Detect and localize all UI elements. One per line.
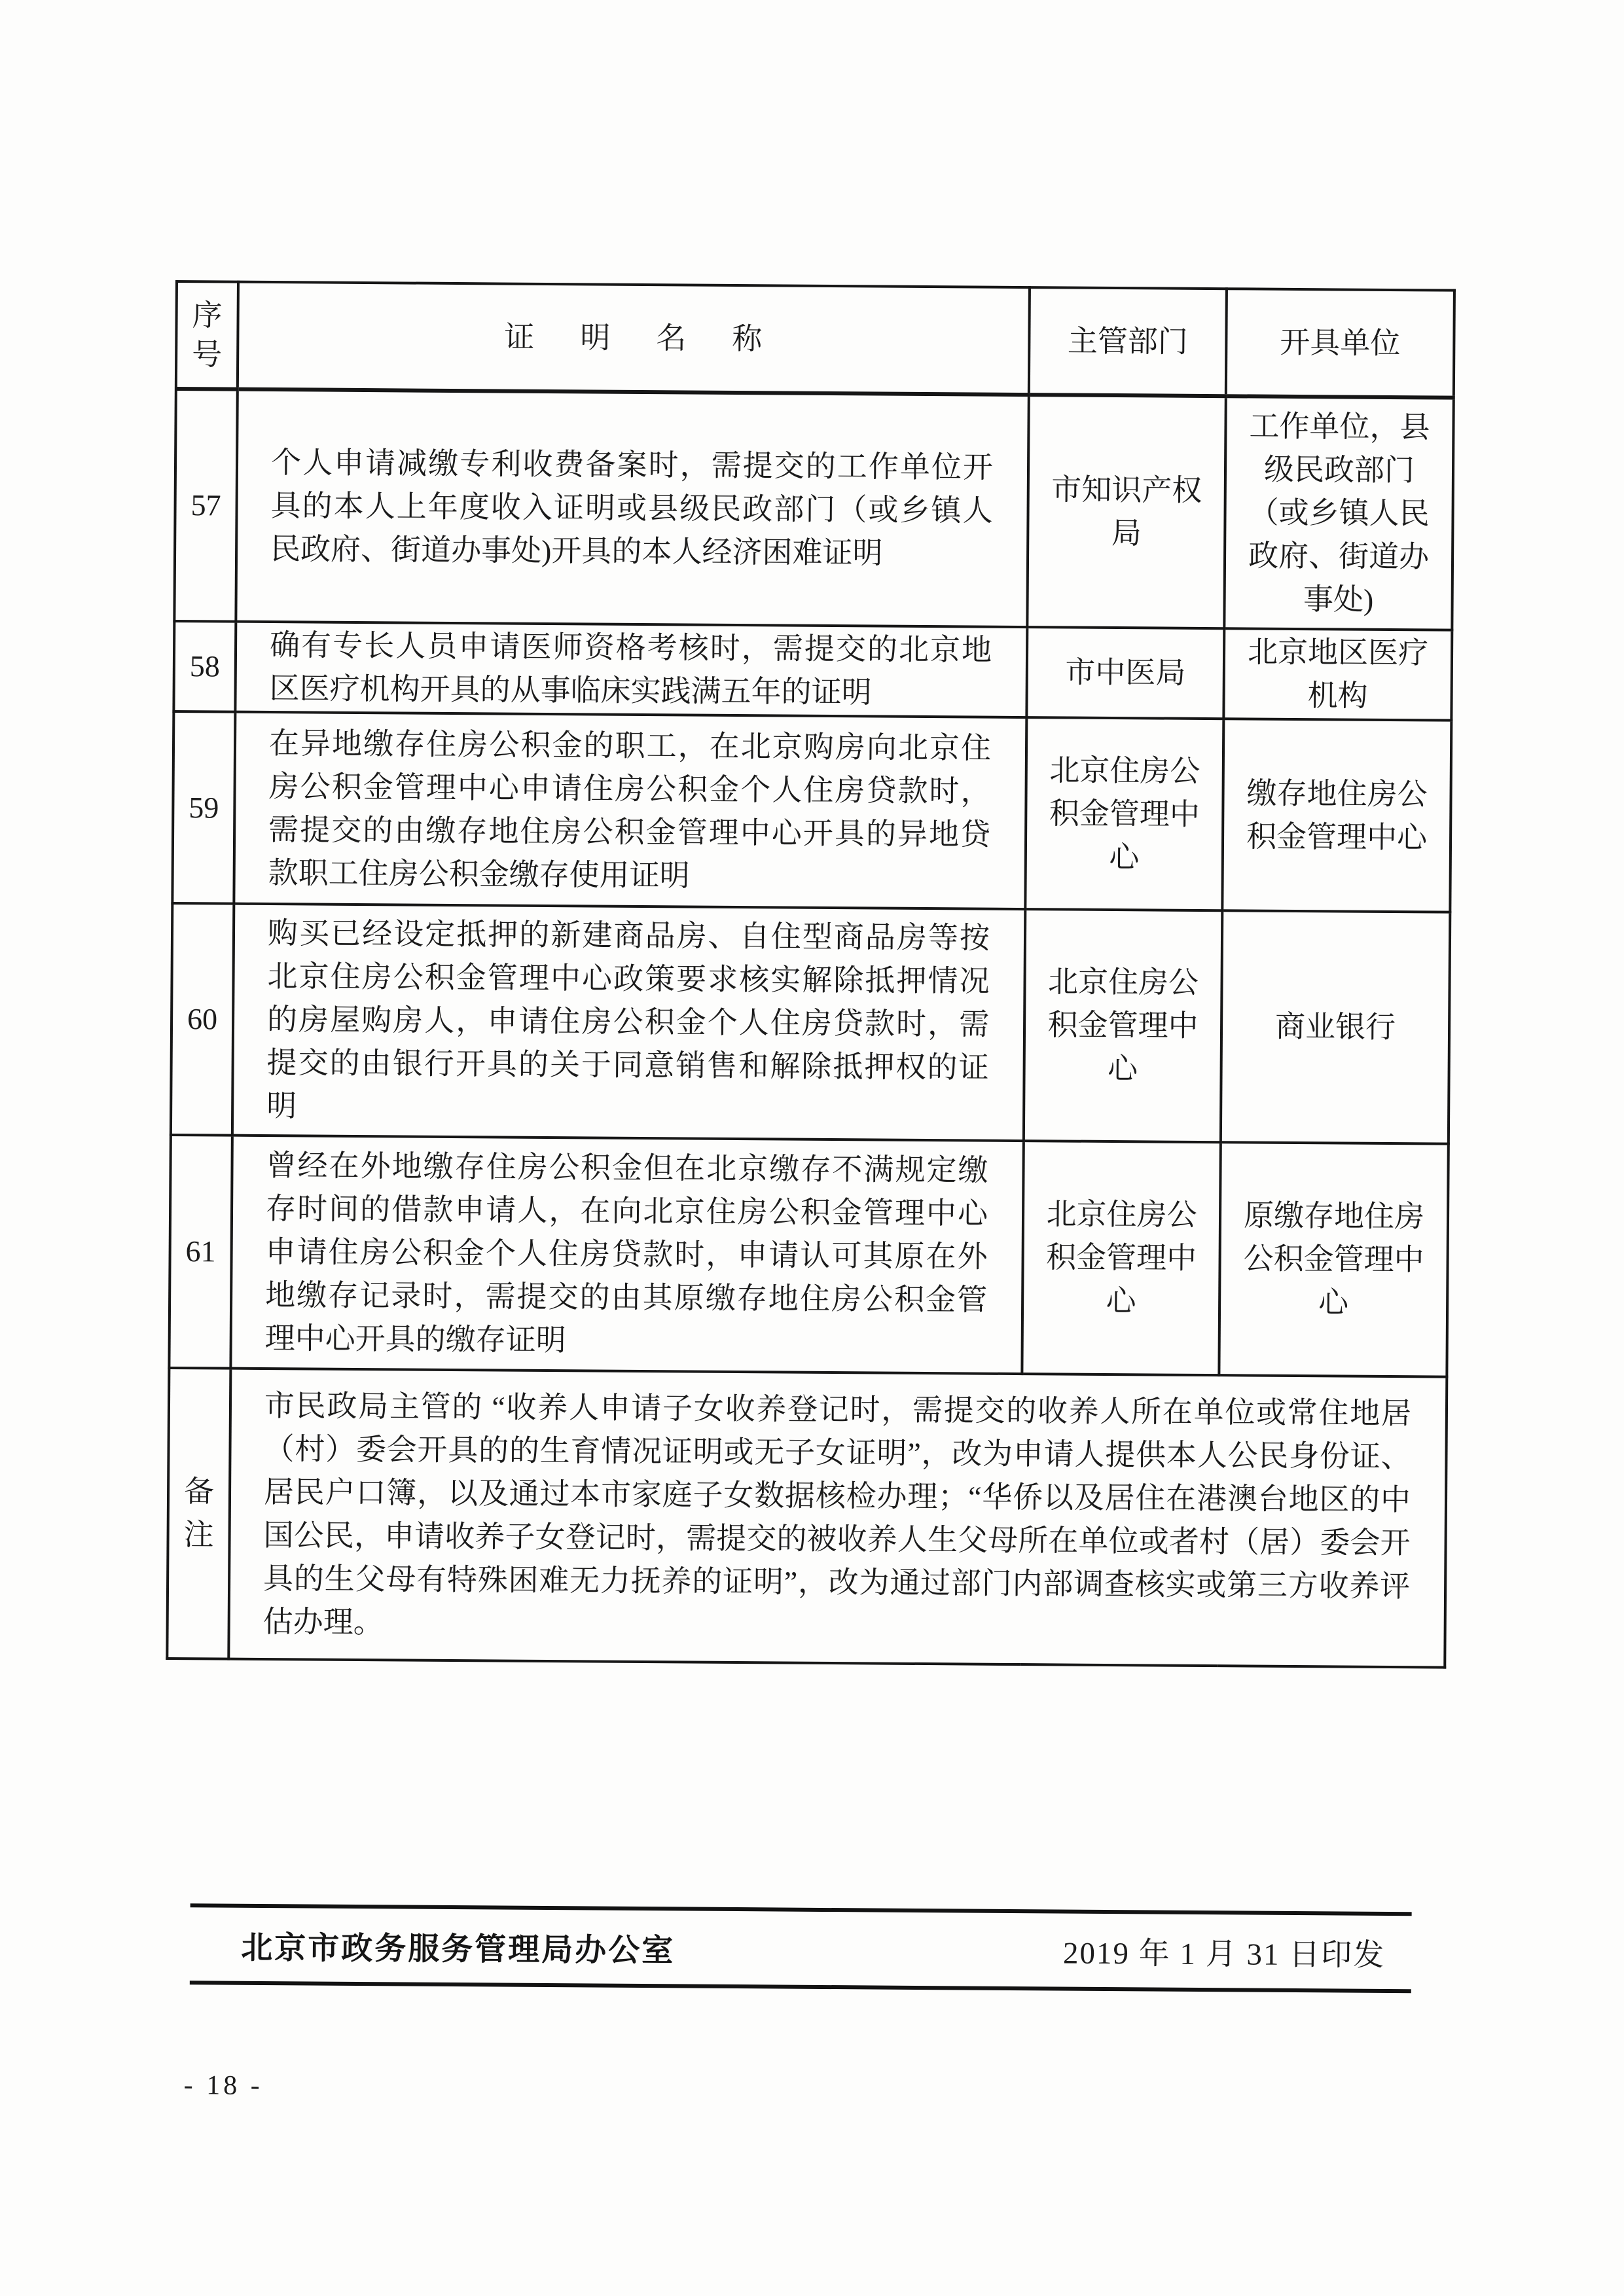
header-issuing-unit: 开具单位 <box>1226 289 1454 397</box>
row-serial-number: 61 <box>169 1135 232 1369</box>
remarks-row <box>167 1368 1447 1668</box>
supervising-department: 市知识产权局 <box>1027 395 1225 628</box>
certificate-name: 购买已经设定抵押的新建商品房、自住型商品房等按北京住房公积金管理中心政策要求核实解除抵押情况的房屋购房人，申请住房公积金个人住房贷款时，需提交的由银行开具的关于同意销售和解除抵押权的证明 <box>232 904 1025 1141</box>
header-serial-number: 序号 <box>176 281 238 389</box>
certificate-name: 在异地缴存住房公积金的职工，在北京购房向北京住房公积金管理中心申请住房公积金个人住房贷款时，需提交的由缴存地住房公积金管理中心开具的异地贷款职工住房公积金缴存使用证明 <box>234 712 1026 909</box>
row-serial-number: 58 <box>173 621 236 712</box>
table-row <box>174 389 1453 630</box>
remarks-text: 市民政局主管的 “收养人申请子女收养登记时，需提交的收养人所在单位或常住地居（村）委会开具的的生育情况证明或无子女证明”，改为申请人提供本人公民身份证、居民户口簿，以及通过本市家庭子女数据核检办理；“华侨以及居住在港澳台地区的中国公民，申请收养子女登记时，需提交的被收养人生父母所在单位或者村（居）委会开具的生父母有特殊困难无力抚养的证明”，改为通过部门内部调查核实或第三方收养评估办理。 <box>228 1369 1447 1668</box>
issuing-unit: 原缴存地住房公积金管理中心 <box>1219 1142 1448 1376</box>
row-serial-number: 60 <box>171 903 234 1136</box>
colophon-row <box>190 1907 1412 1989</box>
issuing-unit: 工作单位，县级民政部门（或乡镇人民政府、街道办事处) <box>1224 396 1453 630</box>
supervising-department: 北京住房公积金管理中心 <box>1024 909 1222 1142</box>
certificate-table <box>166 280 1456 1669</box>
row-serial-number: 59 <box>172 711 235 904</box>
table-header-row <box>176 281 1454 398</box>
table-row <box>169 1135 1448 1377</box>
table-row <box>171 903 1450 1144</box>
certificate-name: 曾经在外地缴存住房公积金但在北京缴存不满规定缴存时间的借款申请人，在向北京住房公积金管理中心申请住房公积金个人住房贷款时，申请认可其原在外地缴存记录时，需提交的由其原缴存地住房公积金管理中心开具的缴存证明 <box>230 1136 1023 1374</box>
remarks-label: 备注 <box>167 1368 230 1659</box>
row-serial-number: 57 <box>174 389 237 622</box>
print-date-label: 2019 年 1 月 31 日印发 <box>1062 1936 1386 1973</box>
supervising-department: 北京住房公积金管理中心 <box>1022 1141 1220 1375</box>
supervising-department: 北京住房公积金管理中心 <box>1025 717 1223 910</box>
table-row <box>173 621 1452 721</box>
header-certificate-name: 证明名称 <box>238 282 1030 395</box>
supervising-department: 市中医局 <box>1026 627 1224 719</box>
certificate-name: 个人申请减缴专利收费备案时，需提交的工作单位开具的本人上年度收入证明或县级民政部门（或乡镇人民政府、街道办事处)开具的本人经济困难证明 <box>236 389 1028 627</box>
page-number: - 18 - <box>183 2070 263 2102</box>
header-supervising-department: 主管部门 <box>1029 287 1227 396</box>
issuing-unit: 北京地区医疗机构 <box>1223 628 1452 720</box>
issuing-office-label: 北京市政务服务管理局办公室 <box>241 1930 676 1968</box>
issuing-unit: 商业银行 <box>1221 910 1450 1143</box>
certificate-name: 确有专长人员申请医师资格考核时，需提交的北京地区医疗机构开具的从事临床实践满五年的证明 <box>235 622 1027 717</box>
colophon <box>190 1903 1412 1993</box>
issuing-unit: 缴存地住房公积金管理中心 <box>1222 719 1451 912</box>
table-row <box>172 711 1451 912</box>
